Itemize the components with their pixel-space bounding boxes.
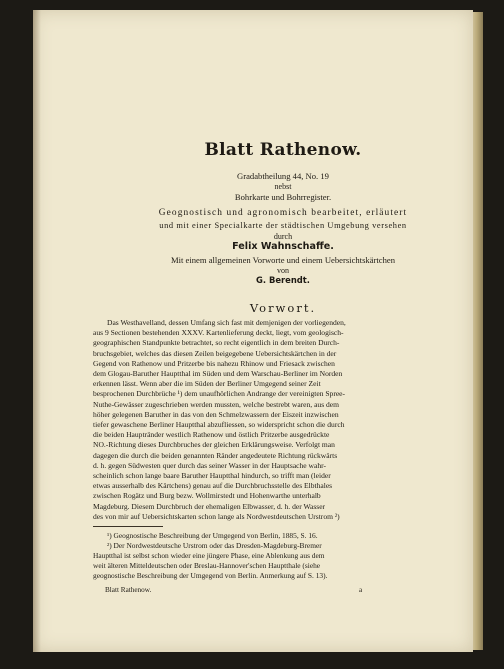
von-line: von bbox=[277, 266, 289, 275]
footnote-line: weit älteren Mitteldeutschen oder Breslau-Hannover'schen Hauptthale (siehe bbox=[93, 561, 321, 570]
footnote-rule bbox=[93, 526, 163, 527]
body-line: scheinlich schon lange baare Baruther Hauptthal hindurch, so trifft man (leider bbox=[93, 471, 331, 480]
body-line: dagegen die durch die beiden genannten Ränder angedeutete Richtung rückwärts bbox=[93, 450, 338, 460]
body-line: erkennen lässt. Wenn aber die im Süden der Berliner Umgegend seiner Zeit bbox=[93, 379, 321, 389]
body-line: Magdeburg. Diesem Durchbruch der ehemaligen Elbwasser, d. h. der Wasser bbox=[93, 501, 326, 511]
binding-shadow bbox=[33, 10, 41, 652]
karten-line: Bohrkarte und Bohrregister. bbox=[234, 192, 332, 202]
footnote-line: Hauptthal ist selbst schon wieder eine jüngere Phase, eine Ablenkung aus dem bbox=[93, 551, 325, 560]
body-line: des von mir auf Uebersichtskarten schon lange als Nordwestdeutschen Urstrom ²) bbox=[93, 511, 340, 521]
body-line: d. h. gegen Südwesten quer durch das seiner Wasser in der Hauptsache wahr- bbox=[93, 460, 326, 470]
footnote-line: ²) Der Nordwestdeutsche Urstrom oder das Dresden-Magdeburg-Bremer bbox=[107, 541, 322, 550]
body-line: dem Glogau-Baruther Hauptthal im Süden und dem Warschau-Berliner im Norden bbox=[93, 369, 343, 378]
author-berendt: G. Berendt. bbox=[256, 275, 310, 285]
desc-line-1: Geognostisch und agronomisch bearbeitet, erläutert bbox=[158, 208, 408, 218]
footer-sheet-name: Blatt Rathenow. bbox=[105, 586, 152, 594]
footer-signature: a bbox=[359, 586, 363, 594]
body-line: tiefer gewaschene Berliner Hauptthal abzufliessen, so widerspricht schon die durch bbox=[93, 420, 345, 429]
grad-line: Gradabtheilung 44, No. 19 bbox=[237, 171, 329, 181]
section-title: Vorwort. bbox=[249, 301, 317, 315]
body-line: etwas ausserhalb des Kärtchens) genau auf die Durchbruchsstelle des Elbthales bbox=[93, 481, 333, 491]
page-title: Blatt Rathenow. bbox=[204, 140, 362, 160]
body-line: Das Westhavelland, dessen Umfang sich fast mit demjenigen der vorliegenden, bbox=[107, 318, 346, 327]
nebst-line: nebst bbox=[274, 182, 292, 191]
author-wahnschaffe: Felix Wahnschaffe. bbox=[232, 241, 334, 252]
footnote-line: ¹) Geognostische Beschreibung der Umgegend von Berlin, 1885, S. 16. bbox=[107, 531, 318, 540]
book-page bbox=[33, 10, 473, 652]
mit-line: Mit einem allgemeinen Vorworte und einem Uebersichtskärtchen bbox=[170, 255, 395, 265]
body-line: Gegend von Rathenow und Pritzerbe bis nahezu Rhinow und Friesack zwischen bbox=[93, 358, 335, 368]
body-line: NO.-Richtung dieses Durchbruches der gleichen Erklärungsweise. Verfolgt man bbox=[93, 440, 335, 450]
page-edge bbox=[473, 12, 483, 650]
body-line: die beiden Hauptränder westlich Rathenow und östlich Pritzerbe ausgedrückte bbox=[93, 430, 330, 440]
footnote-line: geognostische Beschreibung der Umgegend von Berlin. Anmerkung auf S. 13). bbox=[93, 571, 328, 580]
desc-line-2: und mit einer Specialkarte der städtischen Umgebung versehen bbox=[159, 221, 407, 230]
body-line: besprochenen Durchbrüche ¹) dem unaufhörlichen Andrange der vereinigten Spree- bbox=[93, 389, 346, 399]
body-line: Nuthe-Gewässer zugeschrieben werden mussten, welche bestrebt waren, aus dem bbox=[93, 399, 340, 409]
body-line: geographischen Standpunkte betrachtet, so recht eigentlich in dem breiten Durch- bbox=[93, 338, 340, 348]
body-line: höher gelegenen Baruther in das von den Schmelzwassern der Eiszeit inzwischen bbox=[93, 409, 339, 419]
body-line: aus 9 Sectionen bestehenden XXXV. Kartenlieferung deckt, liegt, vom geologisch- bbox=[93, 328, 344, 338]
body-line: bruchsgebiet, welches das diesen Zeilen beigegebene Uebersichtskärtchen in der bbox=[93, 348, 337, 358]
body-line: zwischen Rogätz und Burg bezw. Wollmirstedt und Hohenwarthe unterhalb bbox=[93, 491, 321, 501]
durch-line: durch bbox=[273, 232, 293, 241]
